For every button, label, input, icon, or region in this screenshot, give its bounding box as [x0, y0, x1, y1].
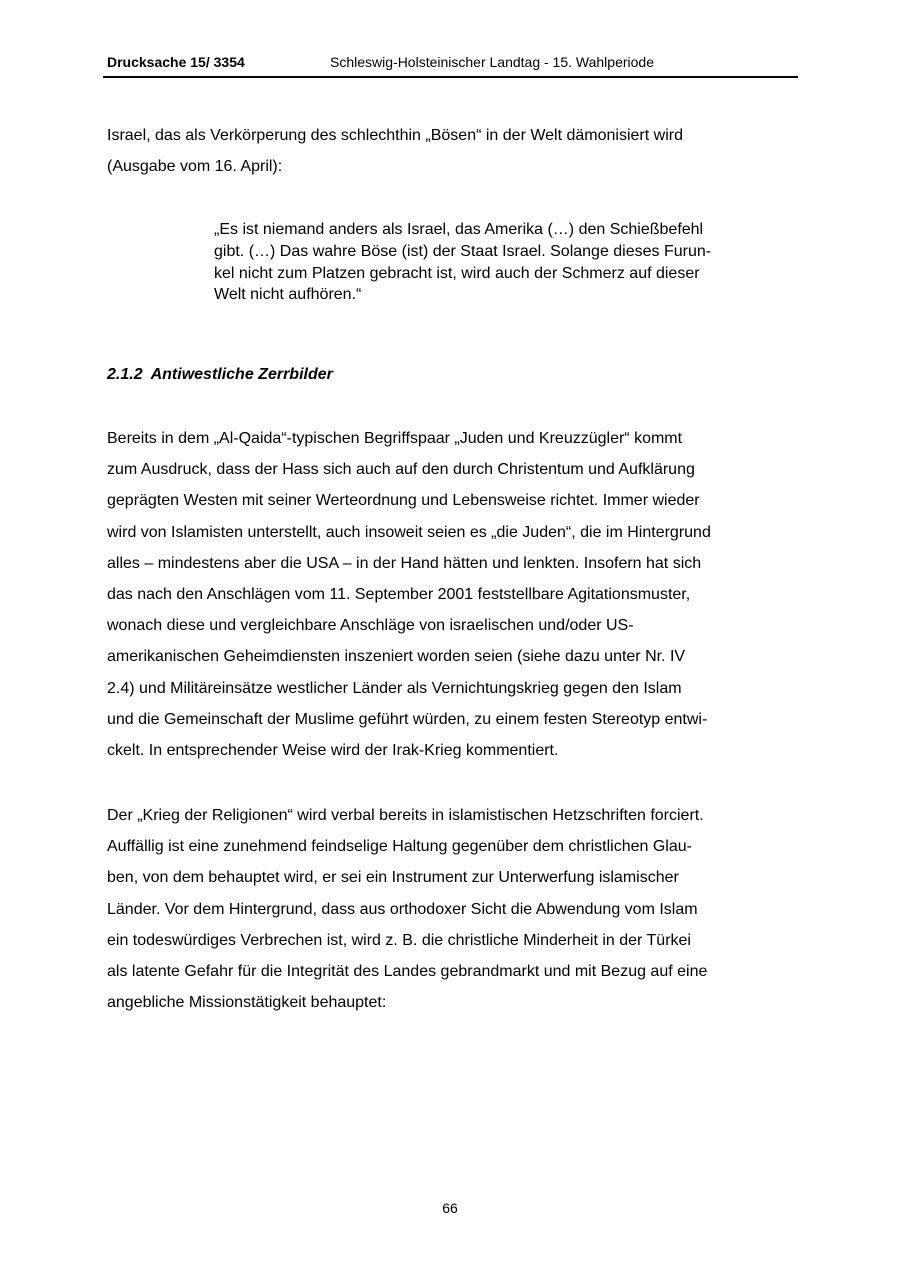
text-line: zum Ausdruck, dass der Hass sich auch auf den durch Christentum und Aufklärung	[107, 461, 695, 479]
page-number: 66	[442, 1200, 458, 1216]
text-line: Israel, das als Verkörperung des schlechthin „Bösen“ in der Welt dämonisiert wird	[107, 127, 683, 144]
text-line: Der „Krieg der Religionen“ wird verbal bereits in islamistischen Hetzschriften forciert.	[107, 807, 704, 824]
body-paragraph-2	[107, 800, 797, 1018]
document-number: Drucksache 15/ 3354	[107, 54, 245, 70]
quote-line: „Es ist niemand anders als Israel, das Amerika (…) den Schießbefehl	[214, 221, 704, 238]
block-quote	[214, 219, 784, 306]
text-line: angebliche Missionstätigkeit behauptet:	[107, 994, 387, 1012]
text-line: das nach den Anschlägen vom 11. September 2001 feststellbare Agitationsmuster,	[107, 586, 691, 604]
intro-paragraph	[107, 120, 797, 182]
text-line: wird von Islamisten unterstellt, auch insoweit seien es „die Juden“, die im Hintergrund	[107, 523, 711, 541]
text-line: wonach diese und vergleichbare Anschläge von israelischen und/oder US-	[107, 617, 634, 635]
text-line: (Ausgabe vom 16. April):	[107, 158, 283, 176]
text-line: als latente Gefahr für die Integrität des Landes gebrandmarkt und mit Bezug auf eine	[107, 963, 708, 981]
text-line: und die Gemeinschaft der Muslime geführt würden, zu einem festen Stereotyp entwi-	[107, 710, 708, 728]
quote-line: kel nicht zum Platzen gebracht ist, wird auch der Schmerz auf dieser	[214, 264, 700, 282]
text-line: amerikanischen Geheimdiensten inszeniert worden seien (siehe dazu unter Nr. IV	[107, 648, 686, 666]
parliament-title: Schleswig-Holsteinischer Landtag - 15. Wahlperiode	[330, 54, 654, 70]
section-title: Antiwestliche Zerrbilder	[150, 366, 333, 383]
text-line: ckelt. In entsprechender Weise wird der Irak-Krieg kommentiert.	[107, 742, 559, 760]
section-number: 2.1.2	[107, 366, 143, 383]
section-heading	[107, 366, 333, 384]
body-paragraph-1	[107, 423, 797, 766]
text-line: Bereits in dem „Al-Qaida“-typischen Begriffspaar „Juden und Kreuzzügler“ kommt	[107, 430, 683, 447]
text-line: Auffällig ist eine zunehmend feindselige Haltung gegenüber dem christlichen Glau-	[107, 838, 692, 856]
text-line: geprägten Westen mit seiner Werteordnung und Lebensweise richtet. Immer wieder	[107, 492, 700, 510]
text-line: ben, von dem behauptet wird, er sei ein Instrument zur Unterwerfung islamischer	[107, 869, 679, 887]
quote-line: gibt. (…) Das wahre Böse (ist) der Staat Israel. Solange dieses Furun-	[214, 242, 712, 260]
page-header	[103, 52, 798, 78]
text-line: alles – mindestens aber die USA – in der Hand hätten und lenkten. Insofern hat sich	[107, 554, 702, 572]
text-line: Länder. Vor dem Hintergrund, dass aus orthodoxer Sicht die Abwendung vom Islam	[107, 900, 698, 918]
quote-line: Welt nicht aufhören.“	[214, 286, 362, 304]
text-line: ein todeswürdiges Verbrechen ist, wird z. B. die christliche Minderheit in der Türkei	[107, 931, 691, 949]
text-line: 2.4) und Militäreinsätze westlicher Länder als Vernichtungskrieg gegen den Islam	[107, 679, 682, 697]
